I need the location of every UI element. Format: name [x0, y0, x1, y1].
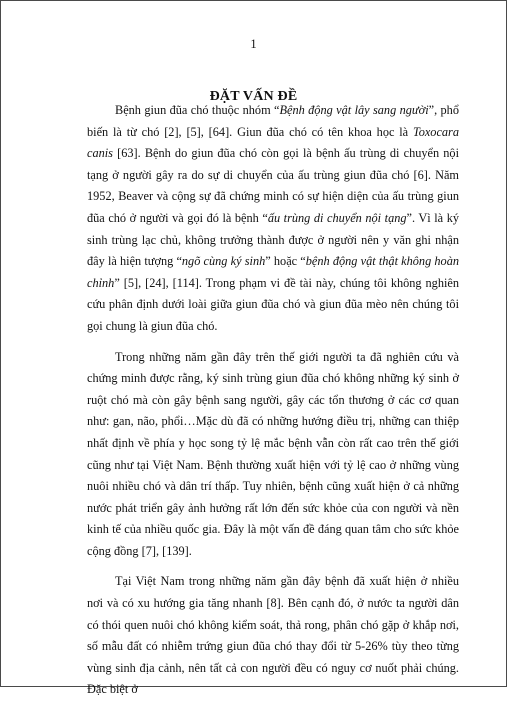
italic-text: Bệnh động vật lây sang người	[279, 103, 429, 117]
paragraph	[87, 571, 459, 701]
text-run: ”, phổ biến là từ chó [2], [5], [64]. Giun đũa chó có tên khoa học là	[87, 103, 459, 139]
text-run: [63]. Bệnh do giun đũa chó còn gọi là bệnh ấu trùng di chuyển nội tạng ở người gây ra do sự di chuyển của ấu trùng giun đũa chó [6]. Năm 1952, Beaver và cộng sự đã chứng minh có sự hiện diện của ấu trùng giun đũa chó ở người và gọi đó là bệnh “	[87, 146, 459, 225]
italic-text: Toxocara canis	[87, 124, 459, 161]
text-run: ” [5], [24], [114]. Trong phạm vi đề tài này, chúng tôi không nghiên cứu phân định dưới loài giữa giun đũa chó và giun đũa mèo nên chúng tôi gọi chung là giun đũa chó.	[87, 275, 459, 333]
italic-text: ấu trùng di chuyển nội tạng	[267, 210, 407, 225]
italic-text: ngõ cùng ký sinh	[181, 254, 266, 269]
text-run: Bệnh giun đũa chó thuộc nhóm “	[115, 103, 280, 117]
paragraph	[87, 100, 459, 338]
text-run: ” hoặc “	[265, 254, 306, 269]
page-number: 1	[250, 37, 257, 51]
paragraph	[87, 347, 459, 563]
text-run: Trong những năm gần đây trên thế giới người ta đã nghiên cứu và chứng minh được rằng, ký sinh trùng giun đũa chó không những ký sinh ở ruột chó mà còn gây bệnh sang người, gây các tổn thương ở các cơ quan như: gan, não, phổi…Mặc dù đã có những hướng điều trị, những can thiệp nhất định về phía y học song tỷ lệ mắc bệnh vẫn còn rất cao trên thế giới cũng như tại Việt Nam. Bệnh thường xuất hiện với tỷ lệ cao ở những vùng nuôi nhiều chó và dân trí thấp. Tuy nhiên, bệnh cũng xuất hiện ở cả những nước phát triển gây ảnh hưởng rất lớn đến sức khỏe của con người và nền kinh tế của nhiều quốc gia. Đây là một vấn đề đáng quan tâm cho sức khỏe cộng đồng [7], [139].	[87, 349, 459, 558]
text-run: ”. Vì là ký sinh trùng lạc chủ, không trưởng thành được ở người nên y văn ghi nhận đây là hiện tượng “	[87, 210, 459, 269]
body-text	[87, 100, 459, 710]
italic-text: bệnh động vật thật không hoàn chỉnh	[87, 254, 460, 290]
section-heading: ĐẶT VẤN ĐỀ	[209, 89, 298, 104]
text-run: Tại Việt Nam trong những năm gần đây bệnh đã xuất hiện ở nhiều nơi và có xu hướng gia tăng nhanh [8]. Bên cạnh đó, ở nước ta người dân có thói quen nuôi chó không kiểm soát, thả rong, phân chó gặp ở khắp nơi, số mẫu đất có nhiễm trứng giun đũa chó thay đổi từ 5-26% tùy theo từng vùng sinh địa cảnh, nên tất cả con người đều có nguy cơ nuốt phải chúng. Đặc biệt ở	[87, 574, 459, 697]
